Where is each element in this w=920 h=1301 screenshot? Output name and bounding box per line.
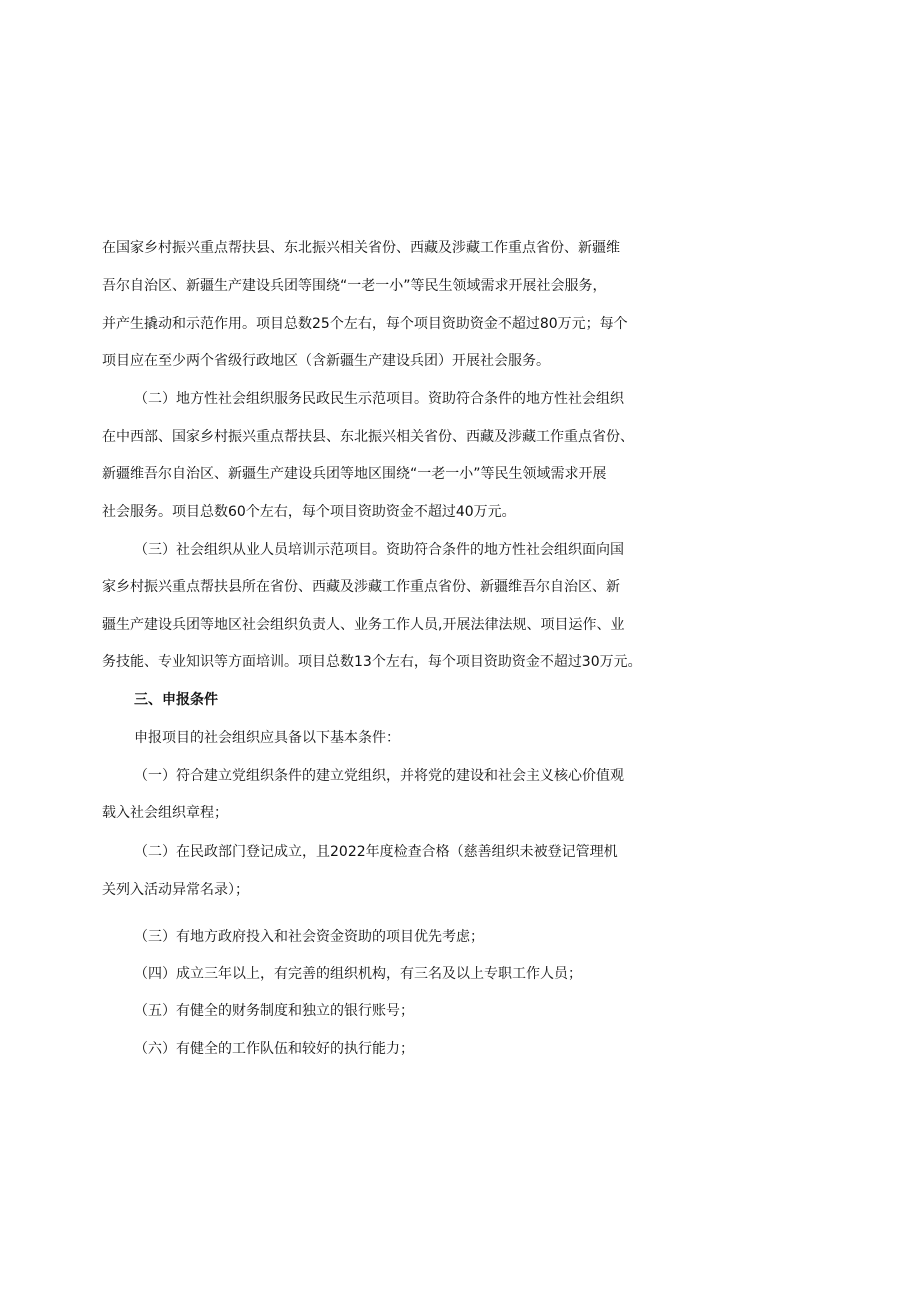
paragraph-line: 吾尔自治区、新疆生产建设兵团等围绕“一老一小”等民生领域需求开展社会服务，: [102, 278, 607, 294]
paragraph-line: （二）在民政部门登记成立，且2022年度检查合格（慈善组织未被登记管理机: [134, 844, 618, 860]
paragraph-line: 社会服务。项目总数60个左右，每个项目资助资金不超过40万元。: [102, 504, 516, 520]
paragraph-line: 新疆维吾尔自治区、新疆生产建设兵团等地区围绕“一老一小”等民生领域需求开展: [102, 466, 607, 482]
paragraph-line: 家乡村振兴重点帮扶县所在省份、西藏及涉藏工作重点省份、新疆维吾尔自治区、新: [102, 579, 620, 595]
paragraph-line: （五）有健全的财务制度和独立的银行账号；: [134, 1003, 414, 1019]
paragraph-line: 申报项目的社会组织应具备以下基本条件：: [134, 730, 400, 746]
paragraph-line: （一）符合建立党组织条件的建立党组织，并将党的建设和社会主义核心价值观: [134, 768, 624, 784]
paragraph-line: 载入社会组织章程；: [102, 805, 228, 821]
paragraph-line: 关列入活动异常名录）；: [102, 882, 249, 898]
paragraph-line: （二）地方性社会组织服务民政民生示范项目。资助符合条件的地方性社会组织: [134, 391, 624, 407]
paragraph-line: （三）社会组织从业人员培训示范项目。资助符合条件的地方性社会组织面向国: [134, 542, 624, 558]
paragraph-line: 项目应在至少两个省级行政地区（含新疆生产建设兵团）开展社会服务。: [102, 353, 550, 369]
paragraph-line: （三）有地方政府投入和社会资金资助的项目优先考虑；: [134, 929, 484, 945]
paragraph-line: 在国家乡村振兴重点帮扶县、东北振兴相关省份、西藏及涉藏工作重点省份、新疆维: [102, 240, 620, 256]
paragraph-line: 务技能、专业知识等方面培训。项目总数13个左右，每个项目资助资金不超过30万元。: [102, 654, 642, 670]
paragraph-line: 疆生产建设兵团等地区社会组织负责人、业务工作人员,开展法律法规、项目运作、业: [102, 617, 625, 633]
paragraph-line: 并产生撬动和示范作用。项目总数25个左右，每个项目资助资金不超过80万元；每个: [102, 316, 628, 332]
paragraph-line: （六）有健全的工作队伍和较好的执行能力；: [134, 1041, 414, 1057]
section-heading: 三、申报条件: [134, 692, 218, 708]
paragraph-line: 在中西部、国家乡村振兴重点帮扶县、东北振兴相关省份、西藏及涉藏工作重点省份、: [102, 429, 634, 445]
paragraph-line: （四）成立三年以上，有完善的组织机构，有三名及以上专职工作人员；: [134, 966, 582, 982]
